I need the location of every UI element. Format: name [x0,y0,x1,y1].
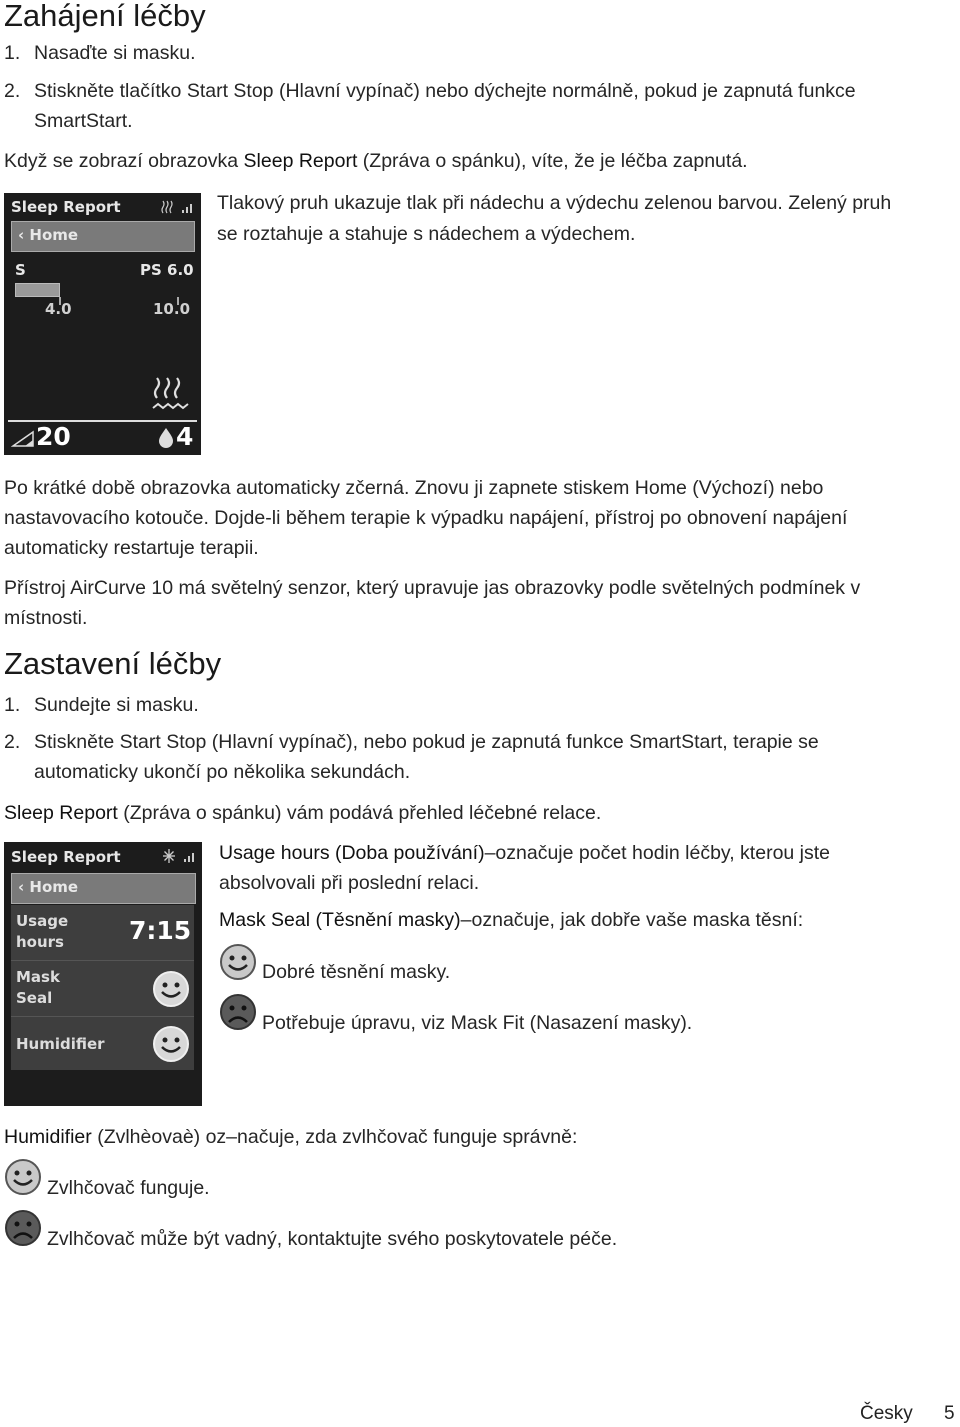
mask-seal-label: Mask Seal [16,968,60,1007]
stop-step-1 [4,690,199,720]
humidifier-bad-text: Zvlhčovač může být vadný, kontaktujte svého poskytovatele péče. [47,1228,618,1250]
step-text: Stiskněte Start Stop (Hlavní vypínač), nebo pokud je zapnutá funkce SmartStart, terapie se [34,731,819,753]
humidifier-label: Humidifier [16,1035,105,1053]
usage-hours-desc-2: absolvovali při poslední relaci. [219,872,480,894]
usage-value: 7:15 [129,916,192,945]
mask-seal-term: Mask Seal (Těsnění masky) [219,909,461,931]
step-number: 1. [4,694,21,716]
smiley-sad-icon [219,993,257,1036]
step-text: Nasaďte si masku. [34,42,196,64]
humidifier-good-text: Zvlhčovač funguje. [47,1177,210,1199]
bar-max-label: 10.0 [153,300,191,318]
screen-title: Sleep Report [11,848,121,866]
humidity-drop-icon [156,427,176,449]
stop-step-2-cont: automaticky ukončí po několika sekundách. [34,761,411,783]
tube-temperature-icon [11,428,35,448]
report-summary: Sleep Report (Zpráva o spánku) vám podává přehled léčebné relace. [4,802,602,824]
usage-hours-term: Usage hours (Doba používání) [219,842,485,864]
pressure-bar-track [15,283,187,297]
pressure-support: PS 6.0 [140,261,194,279]
sleep-report-intro: Když se zobrazí obrazovka Sleep Report (Zpráva o spánku), víte, že je léčba zapnutá. [4,150,748,172]
humidity-value: 4 [176,422,194,451]
usage-row [11,905,194,961]
step-number: 2. [4,80,21,102]
step-text: Stiskněte tlačítko Start Stop (Hlavní vypínač) nebo dýchejte normálně, pokud je zapnutá funkce [34,80,856,102]
page-number: 5 [944,1403,955,1424]
pressure-bar-desc-2: se roztahuje a stahuje s nádechem a výdechem. [217,223,636,245]
sleep-report-term: Sleep Report [243,150,358,172]
start-step-1 [4,38,196,68]
info-p1-l1: Po krátké době obrazovka automaticky zčerná. Znovu ji zapnete stiskem Home (Výchozí) nebo [4,477,824,499]
info-p2-l2: místnosti. [4,607,88,629]
sleep-report-screen [4,842,202,1106]
status-icons [160,199,194,215]
pressure-bar [15,283,60,297]
step-number: 1. [4,42,21,64]
footer-language: Česky [860,1403,913,1424]
mask-bad-text: Potřebuje úpravu, viz Mask Fit (Nasazení masky). [262,1012,693,1034]
bar-min-label: 4.0 [45,300,72,318]
screen-title: Sleep Report [11,198,121,216]
smiley-sad-icon [4,1209,42,1252]
humidifier-term: Humidifier [4,1126,92,1148]
humidifier-icon [149,376,189,416]
info-p1-l3: automaticky restartuje terapii. [4,537,259,559]
start-step-2 [4,76,856,106]
therapy-screen [4,193,201,455]
smiley-happy-icon [152,970,190,1013]
info-p1-l2: nastavovacího kotouče. Dojde-li během terapie k výpadku napájení, přístroj po obnovení napájení [4,507,848,529]
home-label: ‹ Home [18,878,79,896]
mask-seal-row [11,961,194,1017]
humidifier-desc: Humidifier (Zvlhèovaè) oz–načuje, zda zvlhčovač funguje správně: [4,1126,578,1148]
usage-hours-desc: Usage hours (Doba používání)–označuje počet hodin léčby, kterou jste [219,842,831,864]
humidifier-row [11,1017,194,1070]
smiley-happy-icon [4,1158,42,1201]
info-p2-l1: Přístroj AirCurve 10 má světelný senzor, který upravuje jas obrazovky podle světelných podmínek v [4,577,861,599]
step-number: 2. [4,731,21,753]
report-panel [11,905,194,1070]
smiley-happy-icon [152,1025,190,1068]
sleep-report-term: Sleep Report [4,802,118,824]
step-text: Sundejte si masku. [34,694,199,716]
pressure-bar-desc-1: Tlakový pruh ukazuje tlak při nádechu a výdechu zelenou barvou. Zelený pruh [217,192,892,214]
section-title-stop: Zastavení léčby [4,646,222,681]
status-icons [162,848,196,864]
start-step-2-cont: SmartStart. [34,110,133,132]
home-button[interactable] [11,221,195,252]
mask-seal-desc: Mask Seal (Těsnění masky)–označuje, jak dobře vaše maska těsní: [219,909,804,931]
home-label: ‹ Home [18,226,79,244]
stop-step-2 [4,727,819,757]
mode-label: S [15,261,26,279]
usage-label: Usage hours [16,912,69,951]
mask-good-text: Dobré těsnění masky. [262,961,451,983]
tube-temperature-value: 20 [36,422,71,451]
home-button[interactable] [11,873,196,904]
smiley-happy-icon [219,943,257,986]
section-title-start: Zahájení léčby [4,0,206,33]
